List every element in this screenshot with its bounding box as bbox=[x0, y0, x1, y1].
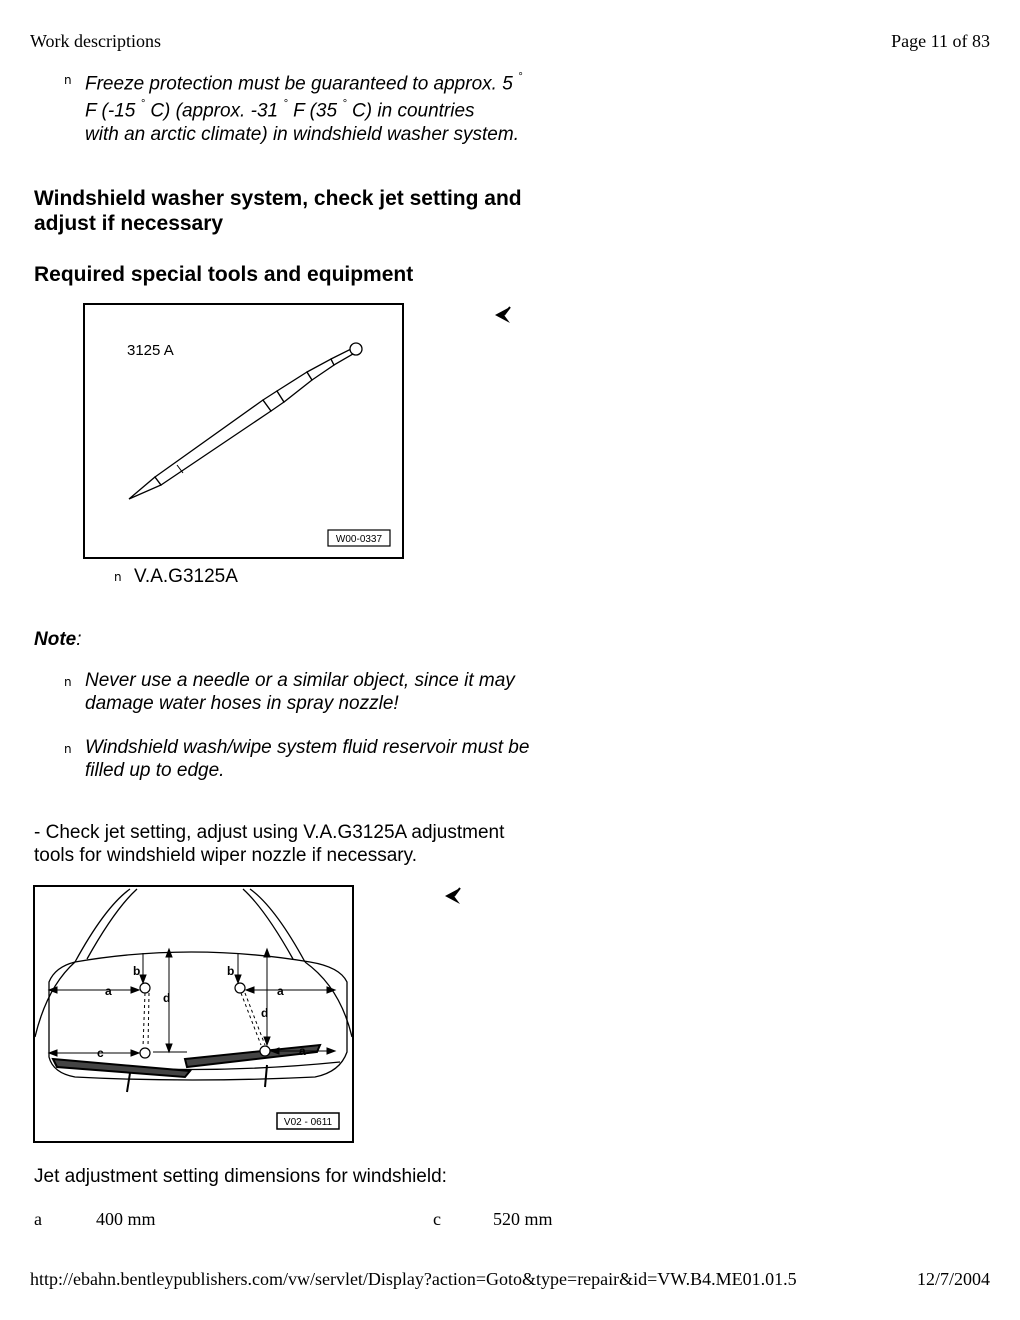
note-item-line: filled up to edge. bbox=[85, 760, 225, 781]
degree-symbol: ° bbox=[518, 71, 523, 83]
figure-code-box bbox=[328, 530, 390, 546]
note-item bbox=[85, 669, 565, 715]
bullet-marker: n bbox=[64, 742, 72, 756]
dimension-key: a bbox=[34, 1209, 42, 1229]
arrow-pointer-icon bbox=[493, 305, 513, 325]
dimension-label-a: a bbox=[105, 984, 112, 998]
note-item bbox=[85, 736, 565, 782]
freeze-line-2b: C) (approx. -31 bbox=[150, 100, 279, 122]
tool-illustration bbox=[85, 305, 402, 557]
tool-figure bbox=[83, 303, 404, 559]
instruction-line: - Check jet setting, adjust using V.A.G3125A adjustment bbox=[34, 822, 505, 843]
section-heading bbox=[34, 186, 594, 236]
footer-url: http://ebahn.bentleypublishers.com/vw/servlet/Display?action=Goto&type=repair&id=VW.B4.ME01.01.5 bbox=[30, 1269, 797, 1289]
instruction-text bbox=[34, 821, 574, 867]
dimension-label-b: b bbox=[133, 964, 141, 978]
figure-code: W00-0337 bbox=[335, 534, 383, 545]
note-item-line: damage water hoses in spray nozzle! bbox=[85, 693, 399, 714]
dimension-key: c bbox=[433, 1209, 441, 1229]
dimension-label-a: a bbox=[299, 1044, 306, 1058]
header-left: Work descriptions bbox=[30, 31, 162, 51]
note-item-line: Never use a needle or a similar object, since it may bbox=[85, 670, 515, 691]
degree-symbol: ° bbox=[140, 98, 146, 111]
freeze-line-1: Freeze protection must be guaranteed to approx. 5 bbox=[85, 73, 513, 95]
figure-code: V02 - 0611 bbox=[283, 1117, 333, 1128]
dimension-label-c: c bbox=[97, 1046, 104, 1060]
windshield-diagram bbox=[35, 887, 352, 1141]
tool-label: 3125 A bbox=[127, 342, 174, 359]
dimension-label-d: d bbox=[163, 991, 171, 1005]
dimension-label-a: a bbox=[277, 984, 284, 998]
arrow-pointer-icon bbox=[443, 886, 463, 906]
tools-heading: Required special tools and equipment bbox=[34, 263, 414, 286]
figure-code-box bbox=[277, 1113, 339, 1129]
freeze-line-2a: F (-15 bbox=[85, 100, 136, 122]
section-heading-line-1: Windshield washer system, check jet setting and bbox=[34, 187, 522, 210]
windshield-figure bbox=[33, 885, 354, 1143]
freeze-protection-text bbox=[85, 68, 565, 146]
note-label: Note bbox=[34, 629, 77, 650]
freeze-line-2d: C) in countries bbox=[352, 100, 475, 122]
degree-symbol: ° bbox=[283, 98, 288, 111]
note-item-line: Windshield wash/wipe system fluid reservoir must be bbox=[85, 737, 530, 758]
footer-date: 12/7/2004 bbox=[916, 1269, 990, 1289]
tool-caption: V.A.G3125A bbox=[134, 566, 238, 587]
page-number: Page 11 of 83 bbox=[891, 31, 990, 51]
instruction-line: tools for windshield wiper nozzle if necessary. bbox=[34, 845, 417, 866]
note-colon: : bbox=[76, 629, 82, 650]
dimensions-intro: Jet adjustment setting dimensions for windshield: bbox=[34, 1166, 447, 1187]
note-heading bbox=[34, 628, 82, 651]
dimension-value: 400 mm bbox=[96, 1209, 156, 1229]
bullet-marker: n bbox=[64, 73, 72, 87]
bullet-marker: n bbox=[114, 570, 122, 584]
section-heading-line-2: adjust if necessary bbox=[34, 212, 224, 235]
dimension-value: 520 mm bbox=[493, 1209, 553, 1229]
dimension-label-b: b bbox=[227, 964, 235, 978]
dimension-label-d: d bbox=[261, 1006, 269, 1020]
bullet-marker: n bbox=[64, 675, 72, 689]
degree-symbol: ° bbox=[342, 98, 347, 111]
freeze-line-3: with an arctic climate) in windshield washer system. bbox=[85, 123, 519, 145]
freeze-line-2c: F (35 bbox=[293, 100, 338, 122]
